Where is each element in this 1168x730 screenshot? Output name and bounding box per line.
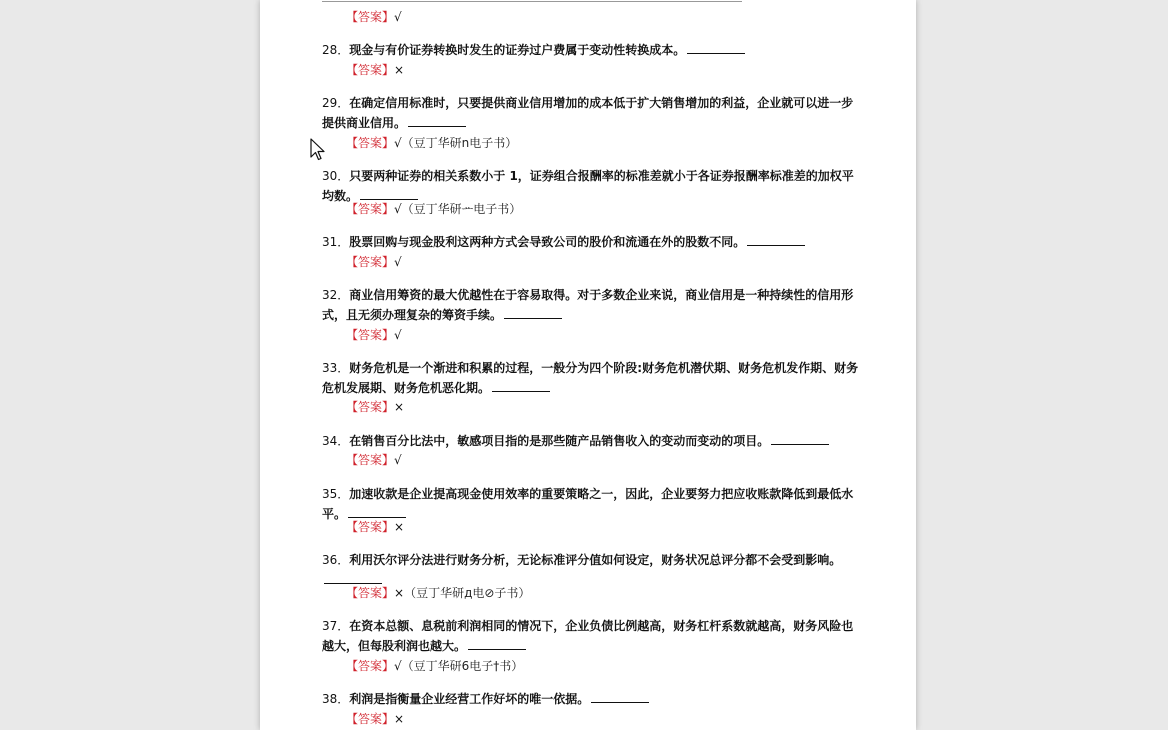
answer-36: 【答案】×（豆丁华研д电⊘子书） <box>346 586 531 600</box>
document-page <box>260 0 916 730</box>
answer-blank <box>771 432 829 445</box>
answer-blank <box>324 571 382 584</box>
answer-32: 【答案】√ <box>346 328 402 342</box>
cutoff-question-text <box>322 0 742 6</box>
answer-35: 【答案】× <box>346 520 405 534</box>
answer-29: 【答案】√（豆丁华研n电子书） <box>346 136 518 150</box>
answer-34: 【答案】√ <box>346 453 402 467</box>
question-35: 35．加速收款是企业提高现金使用效率的重要策略之一，因此，企业要努力把应收账款降低到最低水平。 <box>322 487 854 521</box>
answer-blank <box>591 690 649 703</box>
answer-blank <box>360 187 418 200</box>
answer-31: 【答案】√ <box>346 255 402 269</box>
answer-blank <box>348 505 406 518</box>
question-32: 32．商业信用筹资的最大优越性在于容易取得。对于多数企业来说，商业信用是一种持续性的信用形式，且无须办理复杂的筹资手续。 <box>322 288 854 322</box>
question-38: 38．利润是指衡量企业经营工作好坏的唯一依据。 <box>322 689 862 709</box>
answer-28: 【答案】× <box>346 63 405 77</box>
question-29: 29．在确定信用标准时，只要提供商业信用增加的成本低于扩大销售增加的利益，企业就可以进一步提供商业信用。 <box>322 96 854 130</box>
answer-blank <box>492 379 550 392</box>
answer-blank <box>408 114 466 127</box>
mouse-pointer-icon <box>310 138 326 162</box>
question-30: 30．只要两种证券的相关系数小于 1，证券组合报酬率的标准差就小于各证券报酬率标准差的加权平均数。 <box>322 169 854 203</box>
answer-blank <box>747 233 805 246</box>
question-36: 36．利用沃尔评分法进行财务分析，无论标准评分值如何设定，财务状况总评分都不会受到影响。 <box>322 550 862 590</box>
answer-blank <box>504 306 562 319</box>
answer-38: 【答案】× <box>346 712 405 726</box>
answer-30: 【答案】√（豆丁华研ᅭ电子书） <box>346 202 522 216</box>
answer-blank <box>468 637 526 650</box>
answer-33: 【答案】× <box>346 400 405 414</box>
answer-37: 【答案】√（豆丁华研6电子†书） <box>346 659 524 673</box>
question-33: 33．财务危机是一个渐进和积累的过程，一般分为四个阶段:财务危机潜伏期、财务危机发作期、财务危机发展期、财务危机恶化期。 <box>322 361 859 395</box>
question-28: 28．现金与有价证券转换时发生的证券过户费属于变动性转换成本。 <box>322 40 862 60</box>
question-37: 37．在资本总额、息税前利润相同的情况下，企业负债比例越高，财务杠杆系数就越高，财务风险也越大，但每股利润也越大。 <box>322 619 854 653</box>
answer-line-27: 【答案】√ <box>346 10 402 24</box>
question-31: 31．股票回购与现金股利这两种方式会导致公司的股价和流通在外的股数不同。 <box>322 232 862 252</box>
question-34: 34．在销售百分比法中，敏感项目指的是那些随产品销售收入的变动而变动的项目。 <box>322 431 862 451</box>
answer-blank <box>687 41 745 54</box>
